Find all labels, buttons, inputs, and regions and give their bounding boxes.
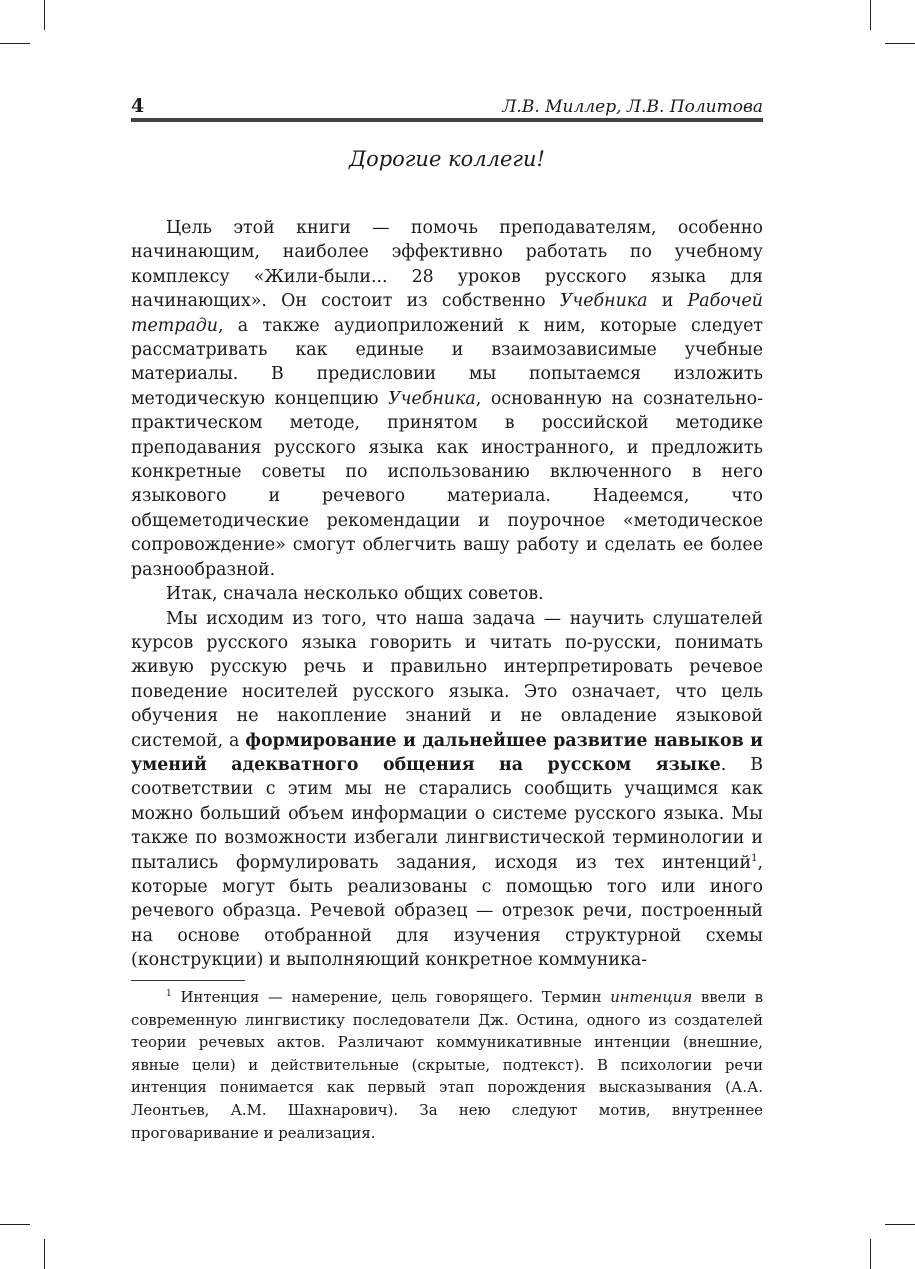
footnote [131, 986, 763, 1144]
body-text [131, 216, 763, 973]
text-span: , основанную на сознательно-практическом методе, принятом в российской методике преподавания русского языка как иностранного, и предложить конкретные советы по использованию включенного в него языкового и речевого материала. Надеемся, что общеметодические рекомендации и поурочное «методическое сопровождение» смогут облегчить вашу работу и сделать ее более разнообразной. [131, 388, 763, 580]
footnote-text [131, 986, 763, 1144]
text-span: Мы исходим из того, что наша задача — научить слушателей курсов русского языка говорить и читать по-русски, понимать живую русскую речь и правильно интерпретировать речевое поведение носителей русского языка. Это означает, что цель обучения не накопление знаний и не овладение языковой системой, а [131, 608, 763, 751]
page-title: Дорогие коллеги! [349, 147, 545, 171]
paragraph-1 [131, 216, 763, 582]
italic-term: Учебника [388, 388, 476, 409]
text-span: Интенция — намерение, цель говорящего. Термин [171, 988, 611, 1006]
crop-mark-bottom-left-h [0, 1224, 30, 1225]
italic-term: Учебника [559, 291, 648, 312]
text-span: , а также аудиоприложений к ним, которые следует рассматривать как единые и взаимозависимые учебные материалы. В предисловии мы попытаемся изложить методическую концепцию [131, 315, 763, 409]
text-span: ввели в современную лингвистику последователи Дж. Остина, одного из создателей теории речевых актов. Различают коммуникативные интенции (внешние, явные цели) и действительные (скрытые, подтекст). В психологии речи интенция понимается как первый этап порождения высказывания (А.А. Леонтьев, А.М. Шахнарович). За нею следуют мотив, внутреннее проговаривание и реализация. [131, 988, 763, 1142]
crop-mark-bottom-left [44, 1239, 45, 1269]
paragraph-3 [131, 607, 763, 973]
crop-mark-top-right-h [885, 43, 915, 44]
italic-term: Рабочей тетради [131, 291, 763, 336]
italic-term: интенция [610, 988, 693, 1006]
bold-emphasis: формирование и дальнейшее развитие навыков и умений адекватного общения на русском языке [131, 730, 763, 775]
crop-mark-top-left-h [0, 43, 30, 44]
running-head-authors: Л.В. Миллер, Л.В. Политова [502, 97, 763, 117]
crop-mark-top-right [870, 0, 871, 30]
page-number: 4 [131, 95, 145, 117]
paragraph-2: Итак, сначала несколько общих советов. [166, 584, 544, 605]
text-span: и [647, 291, 688, 312]
footnote-rule [131, 980, 245, 981]
footnote-marker: 1 [166, 989, 172, 1000]
page-header [131, 93, 763, 119]
text-span: Цель этой книги — помочь преподавателям, особенно начинающим, наиболее эффективно работать по учебному комплексу «Жили-были... 28 уроков русского языка для начинающих». Он состоит из собственно [131, 218, 763, 312]
header-rule [131, 118, 763, 122]
text-span: , которые могут быть реализованы с помощью того или иного речевого образца. Речевой образец — отрезок речи, построенный на основе отобранной для изучения структурной схемы (конструкции) и выполняющий конкретное коммуника- [131, 852, 763, 971]
crop-mark-bottom-right [870, 1239, 871, 1269]
crop-mark-top-left [44, 0, 45, 30]
crop-mark-bottom-right-h [885, 1224, 915, 1225]
text-span: . В соответствии с этим мы не старались сообщить учащимся как можно больший объем информации о системе русского языка. Мы также по возможности избегали лингвистической терминологии и пытались формулировать задания, исходя из тех интенций [131, 754, 763, 873]
footnote-reference: 1 [751, 852, 758, 864]
